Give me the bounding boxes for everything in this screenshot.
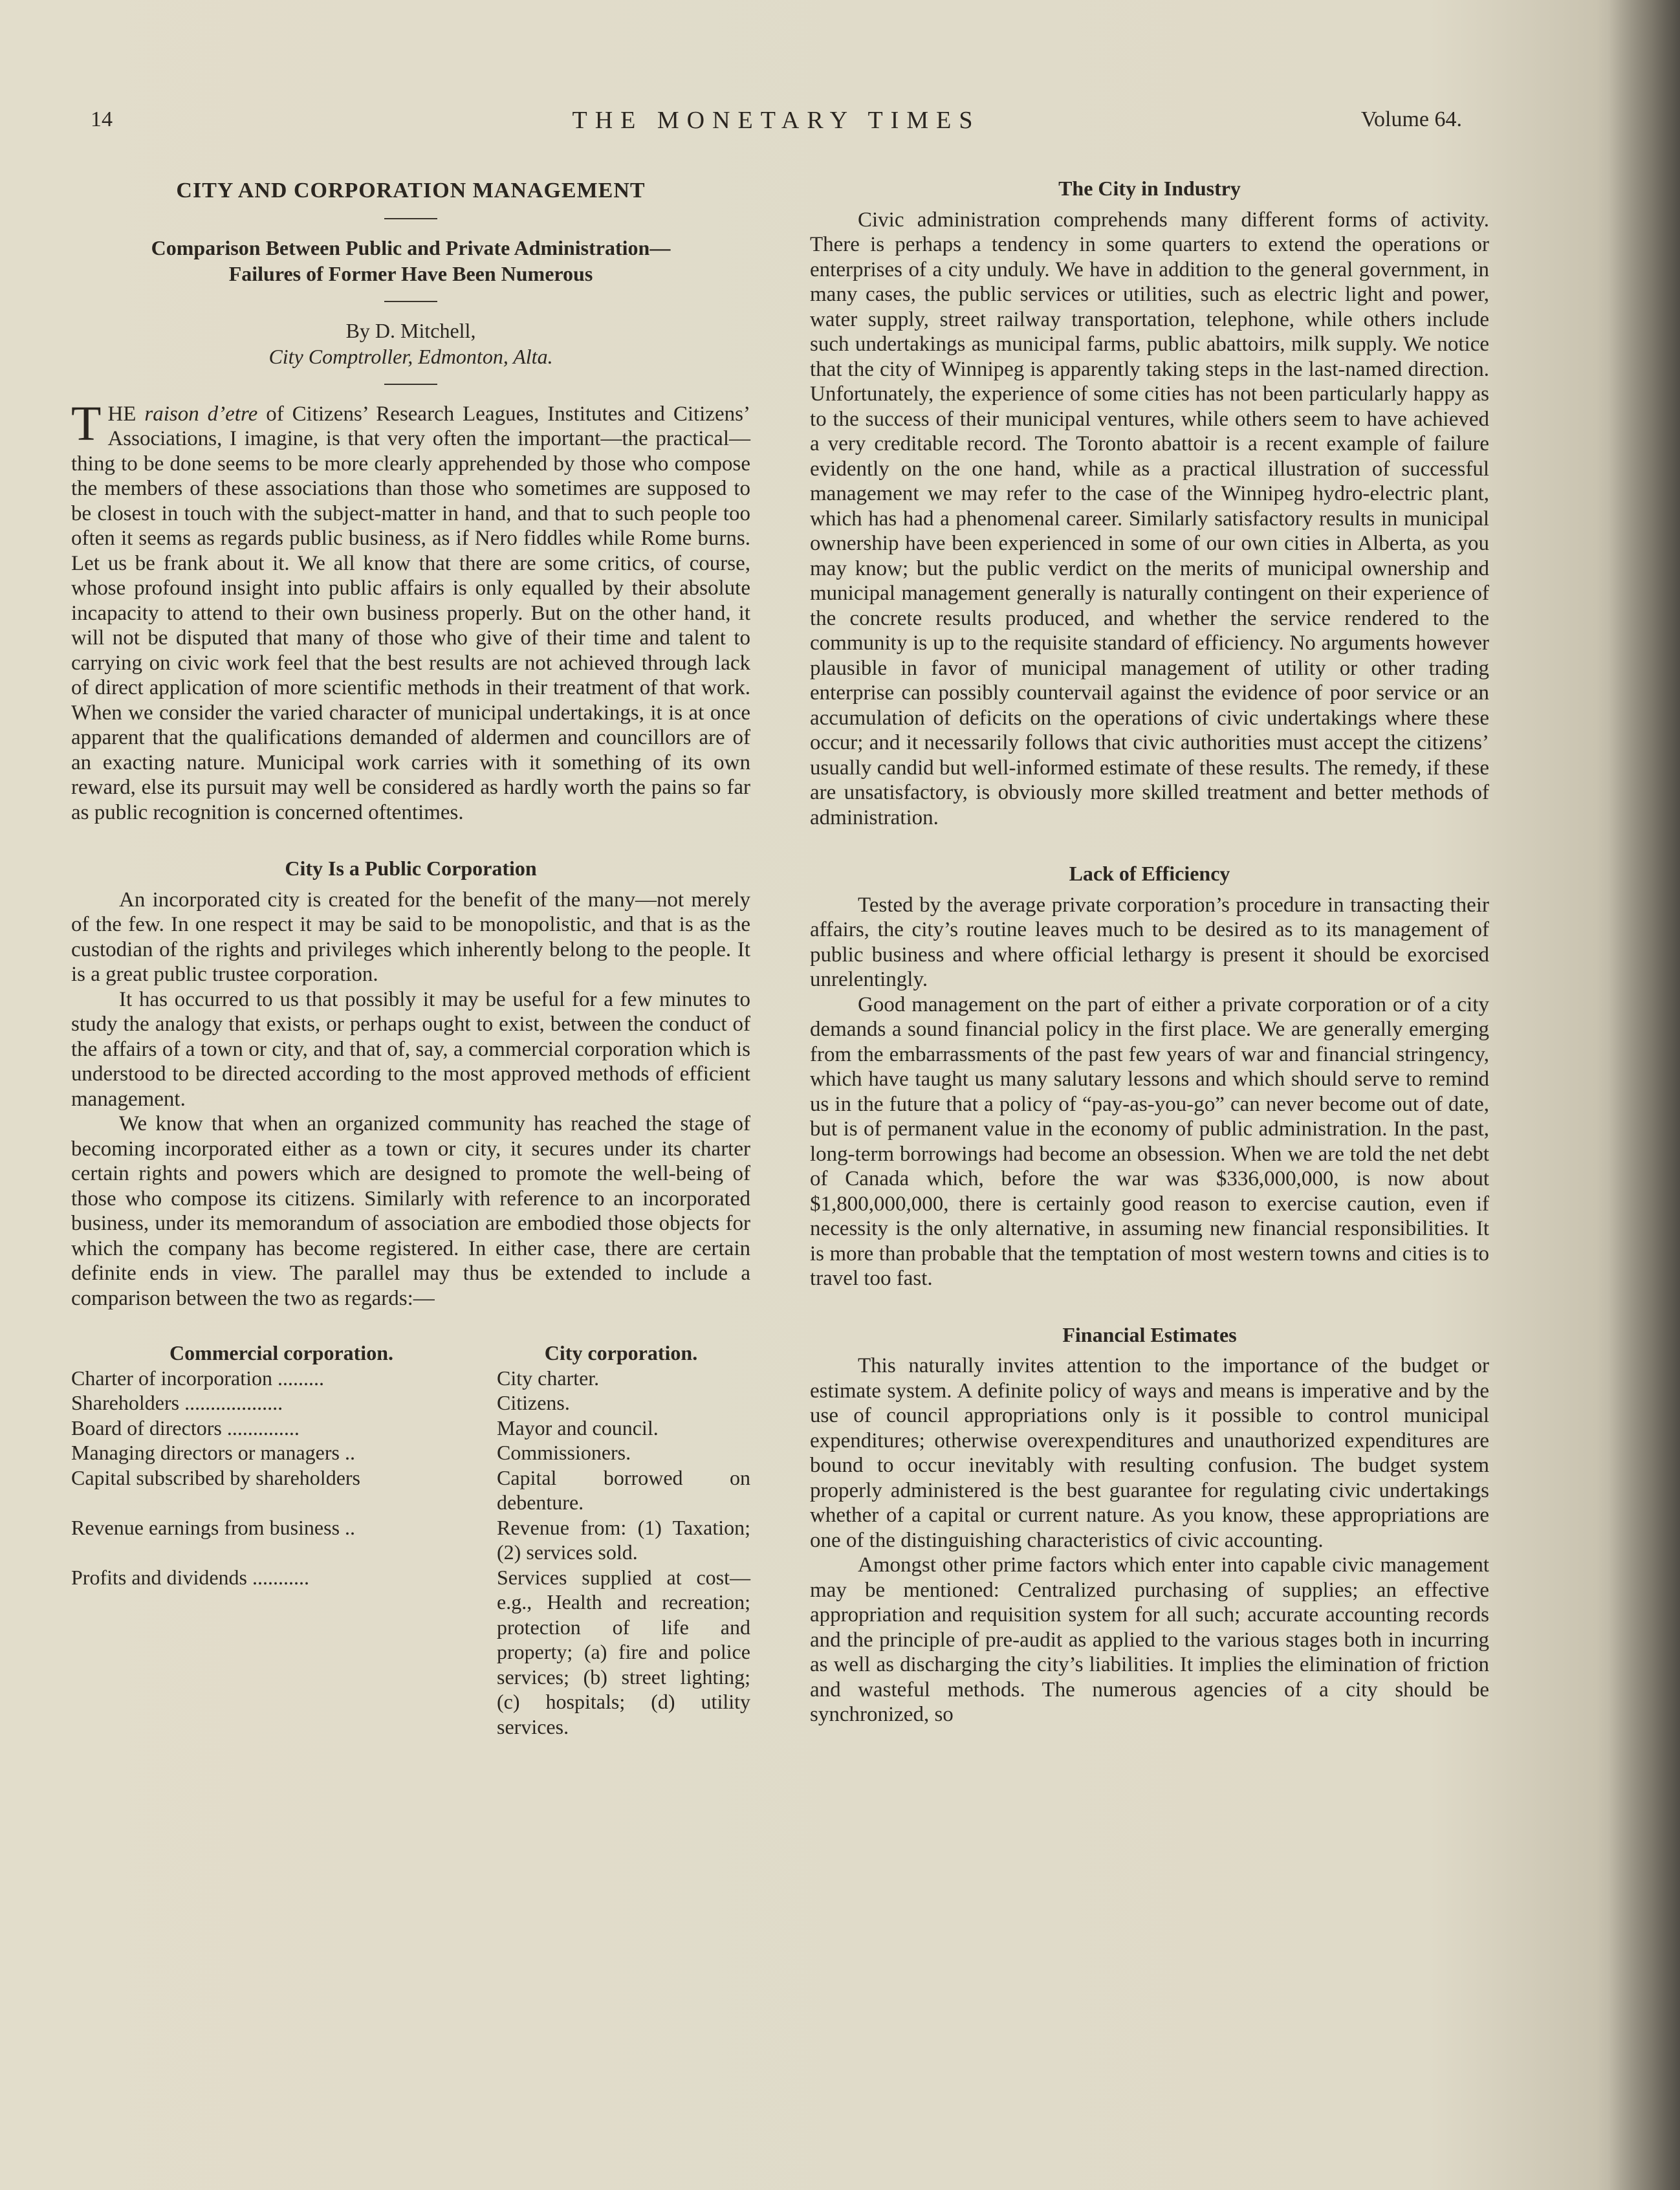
intro-italic-phrase: raison d’etre — [144, 402, 258, 426]
comparison-table — [71, 1341, 750, 1739]
paragraph: Amongst other prime factors which enter into capable civic management may be mentioned: Centralized purchasing of supplies; an effective appropriation and requisition system for all such; accurate accounting records and the principle of pre-audit as applied to the various stages both in incurring as well as discharging the city’s liabilities. It implies the elimination of friction and wasteful methods. The numerous agencies of a city should be synchronized, so — [810, 1553, 1489, 1726]
paragraph: It has occurred to us that possibly it may be useful for a few minutes to study the analogy that exists, or perhaps ought to exist, between the conduct of the affairs of a town or city, and that of, say, a commercial corporation which is understood to be directed according to the most approved methods of efficient management. — [71, 987, 750, 1111]
commercial-cell: Charter of incorporation ......... — [71, 1366, 324, 1390]
comparison-table-header — [71, 1341, 750, 1366]
page-spine-shadow — [1609, 0, 1680, 2190]
table-row — [71, 1515, 750, 1565]
volume-label: Volume 64. — [1360, 107, 1462, 131]
city-cell: Revenue from: (1) Taxation; (2) services sold. — [497, 1515, 750, 1564]
city-cell: Commissioners. — [497, 1441, 631, 1464]
city-cell: Capital borrowed on debenture. — [497, 1465, 750, 1514]
paragraph: Civic administration comprehends many different forms of activity. There is perhaps a tendency in some quarters to extend the operations or enterprises of a city unduly. We have in addition to the general government, in many cases, the public services or utilities, such as electric light and power, water supply, street railway transportation, telephone, while others include such undertakings as municipal farms, public abattoirs, milk supply. We notice that the city of Winnipeg is apparently taking steps in the last-named direction. Unfortunately, the experience of some cities has not been particularly happy as to the success of their municipal ventures, while others seem to have achieved a very creditable record. The Toronto abattoir is a recent example of failure evidently on the one hand, while as a practical illustration of successful management we may refer to the case of the Winnipeg hydro-electric plant, which has had a phenomenal career. Similarly satisfactory results in municipal ownership have been experienced in some of our own cities in Alberta, as you may know; but the public verdict on the merits of municipal ownership and municipal management generally is naturally contingent on their experience of the concrete results produced, and whether the service rendered to the community is up to the requisite standard of efficiency. No arguments however plausible in favor of municipal management of utility or other trading enterprise can possibly countervail against the evidence of poor service or an accumulation of deficits on the operations of civic undertakings where these occur; and it necessarily follows that civic authorities must accept the citizens’ usually candid but well-informed estimate of these results. The remedy, if these are unsatisfactory, is obviously more skilled treatment and better methods of administration. — [810, 208, 1489, 829]
article-subtitle-line-1: Comparison Between Public and Private Administration— — [151, 235, 671, 259]
paragraph: We know that when an organized community has reached the stage of becoming incorporated either as a town or city, it secures under its charter certain rights and powers which are designed to promote the well-being of those who compose its citizens. Similarly with reference to an incorporated business, under its memorandum of association are embodied those objects for which the company has become registered. In either case, there are certain definite ends in view. The parallel may thus be extended to include a comparison between the two as regards:— — [71, 1112, 750, 1310]
paragraph: Tested by the average private corporation’s procedure in transacting their affairs, the city’s routine leaves much to be desired as to its management of public business and where official lethargy is present it should be exorcised unrelentingly. — [810, 893, 1489, 991]
city-cell: Mayor and council. — [497, 1416, 659, 1440]
article-title: CITY AND CORPORATION MANAGEMENT — [176, 179, 646, 203]
author-byline: By D. Mitchell, — [345, 318, 476, 342]
commercial-cell: Shareholders ................... — [71, 1391, 283, 1414]
table-row — [71, 1366, 750, 1391]
section-heading-public-corporation: City Is a Public Corporation — [285, 857, 537, 880]
drop-cap: T — [71, 396, 102, 451]
running-header — [91, 104, 1462, 142]
author-affiliation: City Comptroller, Edmonton, Alta. — [268, 344, 553, 368]
commercial-cell: Profits and dividends ........... — [71, 1565, 309, 1589]
table-row — [71, 1416, 750, 1441]
commercial-cell: Revenue earnings from business .. — [71, 1515, 356, 1539]
column-header-city: City corporation. — [544, 1341, 698, 1364]
page-number: 14 — [91, 107, 113, 131]
commercial-cell: Capital subscribed by shareholders — [71, 1465, 360, 1489]
paragraph: This naturally invites attention to the importance of the budget or estimate system. A definite policy of ways and means is imperative and by the use of council appropriations only is it possible to control municipal expenditures; otherwise overexpenditures and unauthorized expenditures are bound to occur inevitably with resulting confusion. The budget system properly administered is the best guarantee for regulating civic undertakings whether of a capital or current nature. As you know, these appropriations are one of the distinguishing characteristics of civic accounting. — [810, 1354, 1489, 1552]
table-row — [71, 1465, 750, 1515]
commercial-cell: Board of directors .............. — [71, 1416, 300, 1440]
city-cell: Citizens. — [497, 1391, 570, 1414]
subtitle-rule — [384, 301, 437, 302]
paragraph: An incorporated city is created for the benefit of the many—not merely of the few. In one respect it may be said to be monopolistic, and that is as the custodian of the rights and privileges which inherently belong to the people. It is a great public trustee corporation. — [71, 888, 750, 986]
right-column — [810, 173, 1489, 1727]
table-row — [71, 1565, 750, 1740]
intro-text-start: HE — [107, 402, 145, 426]
byline-rule — [384, 384, 437, 385]
section-heading-lack-of-efficiency: Lack of Efficiency — [1069, 862, 1230, 885]
intro-paragraph — [71, 396, 750, 826]
city-cell: Services supplied at cost—e.g., Health and recreation; protection of life and property; (a) fire and police services; (b) street lighting; (c) hospitals; (d) utility services. — [497, 1565, 750, 1738]
left-column — [71, 173, 750, 1739]
commercial-cell: Managing directors or managers .. — [71, 1441, 355, 1464]
section-heading-city-in-industry: The City in Industry — [1058, 177, 1241, 200]
title-rule — [384, 218, 437, 219]
city-cell: City charter. — [497, 1366, 600, 1390]
section-heading-financial-estimates: Financial Estimates — [1062, 1322, 1237, 1346]
table-row — [71, 1440, 750, 1465]
article-subtitle-line-2: Failures of Former Have Been Numerous — [228, 261, 593, 285]
column-header-commercial: Commercial corporation. — [169, 1341, 393, 1364]
table-row — [71, 1390, 750, 1416]
paragraph: Good management on the part of either a private corporation or of a city demands a sound financial policy in the first place. We are generally emerging from the embarrassments of the past few years of war and financial stringency, which have taught us many salutary lessons and which should serve to remind us in the future that a policy of “pay-as-you-go” can never become out of date, but is of permanent value in the economy of public administration. In the past, long-term borrowings had become an obsession. When we are told the net debt of Canada which, before the war was $336,000,000, is now about $1,800,000,000, there is certainly good reason to exercise caution, even if necessity is the only alternative, in assuming new financial responsibilities. It is more than probable that the temptation of most western towns and cities is to travel too fast. — [810, 992, 1489, 1290]
intro-text-rest: of Citizens’ Research Leagues, Institutes and Citizens’ Associations, I imagine, is that very often the important—the practical—thing to be done seems to be more clearly apprehended by those who compose the members of these associations than those who sometimes are supposed to be closest in touch with the subject-matter in hand, and that to such people too often it seems as regards public business, as if Nero fiddles while Rome burns. Let us be frank about it. We all know that there are some critics, of course, whose profound insight into public affairs is only equalled by their absolute incapacity to attend to their own business properly. But on the other hand, it will not be disputed that many of those who give of their time and talent to carrying on civic work feel that the best results are not achieved through lack of direct application of more scientific methods in their treatment of that work. When we consider the varied character of municipal undertakings, it is at once apparent that the qualifications demanded of aldermen and councillors are of an exacting nature. Municipal work carries with it something of its own reward, else its pursuit may well be considered as hardly worth the pains so far as public recognition is concerned oftentimes. — [71, 402, 750, 824]
publication-title: THE MONETARY TIMES — [572, 107, 981, 134]
